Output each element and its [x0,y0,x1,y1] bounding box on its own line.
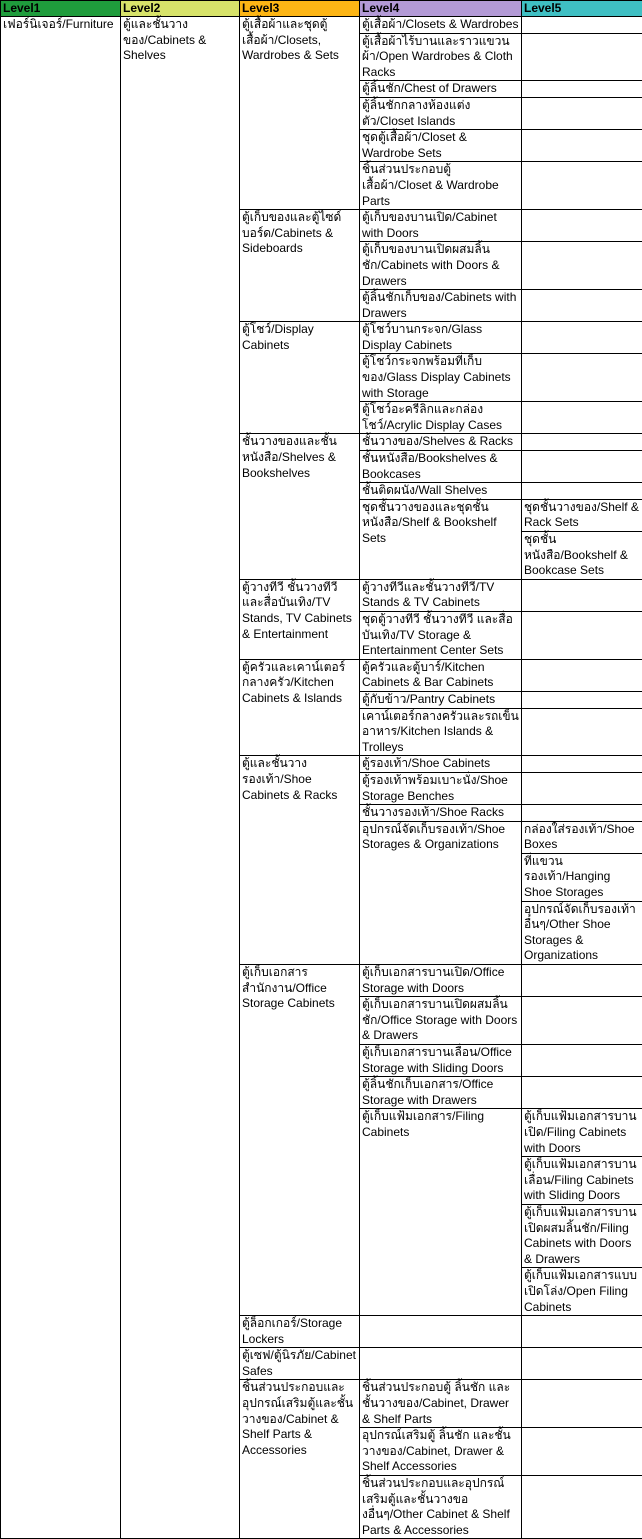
cell-level2: ตู้และชั้นวางของ/Cabinets & Shelves [121,17,240,1539]
cell-level4: ชิ้นส่วนประกอบตู้ ลิ้นชัก และชั้นวางของ/Cabinet, Drawer & Shelf Parts [360,1380,522,1428]
cell-level5 [522,242,642,290]
header-row [1,1,642,17]
cell-level4: ตู้รองเท้าพร้อมเบาะนั่ง/Shoe Storage Benches [360,772,522,804]
cell-level5 [522,1045,642,1077]
cell-level4: ชั้นหนังสือ/Bookshelves & Bookcases [360,451,522,483]
cell-level5 [522,805,642,822]
cell-level5 [522,772,642,804]
cell-level3: ตู้ล็อกเกอร์/Storage Lockers [240,1316,360,1348]
cell-level4: ตู้เก็บเอกสารบานเปิด/Office Storage with Doors [360,965,522,997]
table-row [1,17,642,34]
cell-level4: ตู้เก็บของบานเปิด/Cabinet with Doors [360,210,522,242]
cell-level4: ตู้เก็บเอกสารบานเลื่อน/Office Storage with Sliding Doors [360,1045,522,1077]
cell-level5 [522,33,642,81]
cell-level4: ตู้ลิ้นชักกลางห้องแต่งตัว/Closet Islands [360,97,522,129]
cell-level3: ตู้และชั้นวางรองเท้า/Shoe Cabinets & Racks [240,756,360,965]
cell-level4: ตู้เสื้อผ้า/Closets & Wardrobes [360,17,522,34]
cell-level5 [522,354,642,402]
cell-level5 [522,1476,642,1539]
cell-level4: ชุดตู้เสื้อผ้า/Closet & Wardrobe Sets [360,130,522,162]
cell-level4: ตู้เก็บแฟ้มเอกสาร/Filing Cabinets [360,1109,522,1316]
cell-level5 [522,659,642,691]
cell-level4: ตู้วางทีวีและชั้นวางทีวี/TV Stands & TV Cabinets [360,579,522,611]
cell-level4: ชั้นติดผนัง/Wall Shelves [360,483,522,500]
cell-level5: ตู้เก็บแฟ้มเอกสารแบบเปิดโล่ง/Open Filing Cabinets [522,1268,642,1316]
cell-level5 [522,1316,642,1348]
cell-level5: กล่องใส่รองเท้า/Shoe Boxes [522,821,642,853]
cell-level3: ตู้เก็บเอกสารสำนักงาน/Office Storage Cabinets [240,965,360,1316]
cell-level3: ชิ้นส่วนประกอบและอุปกรณ์เสริมตู้และชั้นวางของ/Cabinet & Shelf Parts & Accessories [240,1380,360,1539]
cell-level5 [522,1348,642,1380]
cell-level5 [522,17,642,34]
cell-level5 [522,290,642,322]
cell-level5: อุปกรณ์จัดเก็บรองเท้าอื่นๆ/Other Shoe Storages & Organizations [522,901,642,964]
cell-level5 [522,402,642,434]
cell-level3: ตู้เก็บของและตู้ไซด์บอร์ด/Cabinets & Sideboards [240,210,360,322]
cell-level5 [522,81,642,98]
cell-level5: ชุดชั้นวางของ/Shelf & Rack Sets [522,499,642,531]
cell-level1: เฟอร์นิเจอร์/Furniture [1,17,121,1539]
cell-level4: อุปกรณ์จัดเก็บรองเท้า/Shoe Storages & Organizations [360,821,522,964]
cell-level4: ตู้กับข้าว/Pantry Cabinets [360,691,522,708]
cell-level5 [522,611,642,659]
cell-level5 [522,1380,642,1428]
cell-level5 [522,997,642,1045]
cell-level5 [522,1077,642,1109]
cell-level4: ตู้เสื้อผ้าไร้บานและราวแขวนผ้า/Open Wardrobes & Cloth Racks [360,33,522,81]
cell-level5 [522,579,642,611]
cell-level5 [522,756,642,773]
cell-level4 [360,1316,522,1348]
cell-level4: ตู้ลิ้นชัก/Chest of Drawers [360,81,522,98]
cell-level4: ชิ้นส่วนประกอบตู้เสื้อผ้า/Closet & Wardrobe Parts [360,162,522,210]
cell-level5 [522,451,642,483]
cell-level5: ชุดชั้นหนังสือ/Bookshelf & Bookcase Sets [522,532,642,580]
cell-level5 [522,162,642,210]
cell-level4: ตู้เก็บของบานเปิดผสมลิ้นชัก/Cabinets with Doors & Drawers [360,242,522,290]
cell-level5 [522,691,642,708]
cell-level5 [522,483,642,500]
cell-level4: ชั้นวางของ/Shelves & Racks [360,434,522,451]
header-level2: Level2 [121,1,240,17]
cell-level3: ชั้นวางของและชั้นหนังสือ/Shelves & Bookshelves [240,434,360,579]
cell-level4: ตู้ลิ้นชักเก็บของ/Cabinets with Drawers [360,290,522,322]
cell-level5 [522,1428,642,1476]
cell-level5: ตู้เก็บแฟ้มเอกสารบานเปิดผสมลิ้นชัก/Filing Cabinets with Doors & Drawers [522,1204,642,1267]
header-level3: Level3 [240,1,360,17]
cell-level4: ชั้นวางรองเท้า/Shoe Racks [360,805,522,822]
cell-level4: เคาน์เตอร์กลางครัวและรถเข็นอาหาร/Kitchen Islands & Trolleys [360,708,522,756]
cell-level5 [522,130,642,162]
cell-level4: ตู้ลิ้นชักเก็บเอกสาร/Office Storage with Drawers [360,1077,522,1109]
table-body [1,17,642,1539]
cell-level5 [522,210,642,242]
cell-level4: ตู้โชว์บานกระจก/Glass Display Cabinets [360,322,522,354]
cell-level4: ชิ้นส่วนประกอบและอุปกรณ์เสริมตู้และชั้นวางของอื่นๆ/Other Cabinet & Shelf Parts & Accessories [360,1476,522,1539]
cell-level5: ตู้เก็บแฟ้มเอกสารบานเลื่อน/Filing Cabinets with Sliding Doors [522,1157,642,1205]
cell-level4: ตู้ครัวและตู้บาร์/Kitchen Cabinets & Bar Cabinets [360,659,522,691]
cell-level3: ตู้เซฟ/ตู้นิรภัย/Cabinet Safes [240,1348,360,1380]
cell-level4 [360,1348,522,1380]
cell-level4: ตู้รองเท้า/Shoe Cabinets [360,756,522,773]
header-level4: Level4 [360,1,522,17]
cell-level5 [522,97,642,129]
cell-level4: ตู้โชว์อะครีลิกและกล่องโชว์/Acrylic Display Cases [360,402,522,434]
cell-level3: ตู้วางทีวี ชั้นวางทีวีและสื่อบันเทิง/TV Stands, TV Cabinets & Entertainment [240,579,360,659]
cell-level5: ที่แขวนรองเท้า/Hanging Shoe Storages [522,853,642,901]
cell-level4: ชุดชั้นวางของและชุดชั้นหนังสือ/Shelf & Bookshelf Sets [360,499,522,579]
cell-level5 [522,322,642,354]
cell-level3: ตู้เสื้อผ้าและชุดตู้เสื้อผ้า/Closets, Wardrobes & Sets [240,17,360,210]
cell-level3: ตู้โชว์/Display Cabinets [240,322,360,434]
cell-level4: ตู้โชว์กระจกพร้อมที่เก็บของ/Glass Display Cabinets with Storage [360,354,522,402]
cell-level4: อุปกรณ์เสริมตู้ ลิ้นชัก และชั้นวางของ/Cabinet, Drawer & Shelf Accessories [360,1428,522,1476]
header-level5: Level5 [522,1,642,17]
cell-level4: ชุดตู้วางทีวี ชั้นวางทีวี และสื่อบันเทิง/TV Storage & Entertainment Center Sets [360,611,522,659]
cell-level5 [522,965,642,997]
header-level1: Level1 [1,1,121,17]
cell-level5 [522,708,642,756]
cell-level4: ตู้เก็บเอกสารบานเปิดผสมลิ้นชัก/Office Storage with Doors & Drawers [360,997,522,1045]
cell-level5: ตู้เก็บแฟ้มเอกสารบานเปิด/Filing Cabinets with Doors [522,1109,642,1157]
cell-level5 [522,434,642,451]
cell-level3: ตู้ครัวและเคาน์เตอร์กลางครัว/Kitchen Cabinets & Islands [240,659,360,756]
